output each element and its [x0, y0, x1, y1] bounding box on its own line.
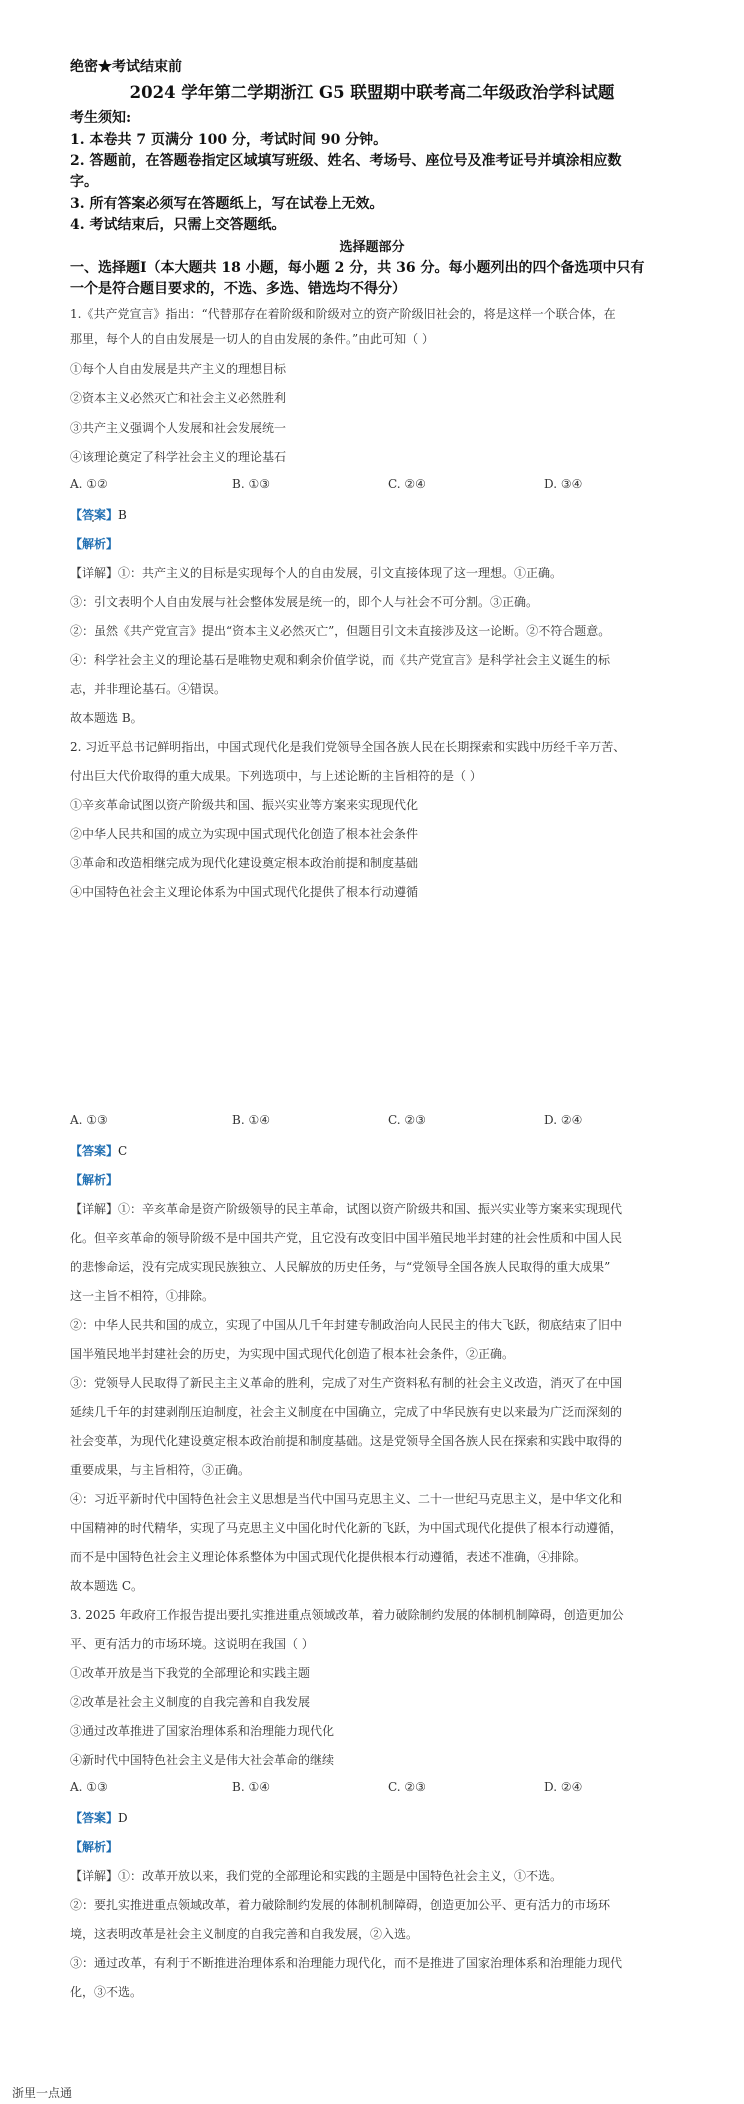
q2-explain: 【详解】①：辛亥革命是资产阶级领导的民主革命，试图以资产阶级共和国、振兴实业等方案来实现现代: [70, 1202, 623, 1216]
q3-option-c: C. ②③: [388, 1780, 426, 1794]
q3-option-a: A. ①③: [70, 1780, 108, 1794]
q2-option-c: C. ②③: [388, 1113, 426, 1127]
notice-heading: 考生须知:: [70, 110, 132, 126]
q2-explain: 延续几千年的封建剥削压迫制度，社会主义制度在中国确立，完成了中华民族有史以来最为广泛而深刻的: [70, 1405, 623, 1419]
q1-explain: ④：科学社会主义的理论基石是唯物史观和剩余价值学说，而《共产党宣言》是科学社会主义诞生的标: [70, 653, 611, 667]
q2-answer: [70, 1142, 710, 1159]
q2-explain: 社会变革，为现代化建设奠定根本政治前提和制度基础。这是党领导全国各族人民在探索和实践中取得的: [70, 1434, 623, 1448]
q2-explain: ④：习近平新时代中国特色社会主义思想是当代中国马克思主义、二十一世纪马克思主义，是中华文化和: [70, 1492, 623, 1506]
q2-answer-value: C: [118, 1144, 128, 1158]
q1-option-b: B. ①③: [232, 477, 270, 491]
answer-label: 【答案】: [70, 508, 119, 522]
notice-item: 4. 考试结束后，只需上交答题纸。: [70, 217, 286, 233]
q1-stem: 那里，每个人的自由发展是一切人的自由发展的条件。”由此可知（ ）: [70, 332, 434, 346]
q2-explain: ③：党领导人民取得了新民主主义革命的胜利，完成了对生产资料私有制的社会主义改造，消灭了在中国: [70, 1376, 623, 1390]
q2-explain: 而不是中国特色社会主义理论体系整体为中国式现代化提供根本行动遵循，表述不准确，④排除。: [70, 1550, 587, 1564]
section-heading-cont: 一个是符合题目要求的，不选、多选、错选均不得分）: [70, 281, 406, 297]
q2-explain: 故本题选 C。: [70, 1579, 143, 1593]
q3-item: ③通过改革推进了国家治理体系和治理能力现代化: [70, 1724, 335, 1738]
notice-item: 字。: [70, 174, 98, 190]
q1-explain: ③：引文表明个人自由发展与社会整体发展是统一的，即个人与社会不可分割。③正确。: [70, 595, 539, 609]
q2-explain: 中国精神的时代精华，实现了马克思主义中国化时代化新的飞跃，为中国式现代化提供了根本行动遵循，: [70, 1521, 623, 1535]
q3-answer: [70, 1809, 710, 1826]
q1-item: ①每个人自由发展是共产主义的理想目标: [70, 362, 287, 376]
q3-item: ④新时代中国特色社会主义是伟大社会革命的继续: [70, 1753, 335, 1767]
q1-item: ③共产主义强调个人发展和社会发展统一: [70, 421, 287, 435]
q2-explain: ②：中华人民共和国的成立，实现了中国从几千年封建专制政治向人民民主的伟大飞跃，彻底结束了旧中: [70, 1318, 623, 1332]
q1-answer: [70, 506, 710, 523]
part-title: 选择题部分: [339, 240, 405, 255]
q1-stem: 1.《共产党宣言》指出：“代替那存在着阶级和阶级对立的资产阶级旧社会的，将是这样一个联合体，在: [70, 307, 616, 321]
q2-item: ④中国特色社会主义理论体系为中国式现代化提供了根本行动遵循: [70, 885, 419, 899]
q1-item: ②资本主义必然灭亡和社会主义必然胜利: [70, 391, 287, 405]
q3-item: ②改革是社会主义制度的自我完善和自我发展: [70, 1695, 311, 1709]
q1-option-c: C. ②④: [388, 477, 426, 491]
q2-explain: 这一主旨不相符，①排除。: [70, 1289, 215, 1303]
notice-item: 2. 答题前，在答题卷指定区域填写班级、姓名、考场号、座位号及准考证号并填涂相应数: [70, 153, 622, 169]
q2-option-a: A. ①③: [70, 1113, 108, 1127]
q3-explain: 【详解】①：改革开放以来，我们党的全部理论和实践的主题是中国特色社会主义，①不选。: [70, 1869, 563, 1883]
q3-explain: 境，这表明改革是社会主义制度的自我完善和自我发展，②入选。: [70, 1927, 419, 1941]
footer-watermark: 浙里一点通: [12, 2086, 73, 2100]
q3-answer-value: D: [118, 1811, 128, 1825]
confidential-mark: 绝密★考试结束前: [70, 59, 182, 75]
q2-stem: 2. 习近平总书记鲜明指出，中国式现代化是我们党领导全国各族人民在长期探索和实践中历经千辛万苦、: [70, 740, 626, 754]
notice-item: 1. 本卷共 7 页满分 100 分，考试时间 90 分钟。: [70, 132, 388, 148]
q2-item: ③革命和改造相继完成为现代化建设奠定根本政治前提和制度基础: [70, 856, 419, 870]
q3-stem: 平、更有活力的市场环境。这说明在我国（ ）: [70, 1637, 314, 1651]
q3-analysis-label: 【解析】: [70, 1840, 119, 1854]
q3-explain: ②：要扎实推进重点领域改革，着力破除制约发展的体制机制障碍，创造更加公平、更有活力的市场环: [70, 1898, 611, 1912]
q2-stem: 付出巨大代价取得的重大成果。下列选项中，与上述论断的主旨相符的是（ ）: [70, 769, 482, 783]
q3-explain: 化，③不选。: [70, 1985, 143, 1999]
section-heading: 一、选择题Ⅰ（本大题共 18 小题，每小题 2 分，共 36 分。每小题列出的四个备选项中只有: [70, 260, 645, 276]
q1-item: ④该理论奠定了科学社会主义的理论基石: [70, 450, 287, 464]
answer-label: 【答案】: [70, 1811, 119, 1825]
q2-explain: 的悲惨命运，没有完成实现民族独立、人民解放的历史任务，与“党领导全国各族人民取得的重大成果”: [70, 1260, 611, 1274]
q1-answer-value: B: [118, 508, 127, 522]
q1-analysis-label: 【解析】: [70, 537, 119, 551]
q1-option-a: A. ①②: [70, 477, 108, 491]
notice-item: 3. 所有答案必须写在答题纸上，写在试卷上无效。: [70, 196, 384, 212]
q1-explain: 【详解】①：共产主义的目标是实现每个人的自由发展，引文直接体现了这一理想。①正确。: [70, 566, 563, 580]
q1-option-d: D. ③④: [544, 477, 583, 491]
q2-explain: 化。但辛亥革命的领导阶级不是中国共产党，且它没有改变旧中国半殖民地半封建的社会性质和中国人民: [70, 1231, 623, 1245]
q2-analysis-label: 【解析】: [70, 1173, 119, 1187]
q3-item: ①改革开放是当下我党的全部理论和实践主题: [70, 1666, 311, 1680]
q3-stem: 3. 2025 年政府工作报告提出要扎实推进重点领域改革，着力破除制约发展的体制机制障碍，创造更加公: [70, 1608, 624, 1622]
q3-explain: ③：通过改革，有利于不断推进治理体系和治理能力现代化，而不是推进了国家治理体系和治理能力现代: [70, 1956, 623, 1970]
q3-option-b: B. ①④: [232, 1780, 270, 1794]
q2-option-d: D. ②④: [544, 1113, 583, 1127]
q1-explain: ②：虽然《共产党宣言》提出“资本主义必然灭亡”，但题目引文未直接涉及这一论断。②不符合题意。: [70, 624, 611, 638]
q2-option-b: B. ①④: [232, 1113, 270, 1127]
q1-explain: 故本题选 B。: [70, 711, 143, 725]
q1-explain: 志，并非理论基石。④错误。: [70, 682, 227, 696]
answer-label: 【答案】: [70, 1144, 119, 1158]
q2-item: ①辛亥革命试图以资产阶级共和国、振兴实业等方案来实现现代化: [70, 798, 419, 812]
q3-option-d: D. ②④: [544, 1780, 583, 1794]
q2-explain: 重要成果，与主旨相符，③正确。: [70, 1463, 251, 1477]
q2-explain: 国半殖民地半封建社会的历史，为实现中国式现代化创造了根本社会条件，②正确。: [70, 1347, 515, 1361]
q2-item: ②中华人民共和国的成立为实现中国式现代化创造了根本社会条件: [70, 827, 419, 841]
page-title: 2024 学年第二学期浙江 G5 联盟期中联考高二年级政治学科试题: [129, 83, 615, 102]
